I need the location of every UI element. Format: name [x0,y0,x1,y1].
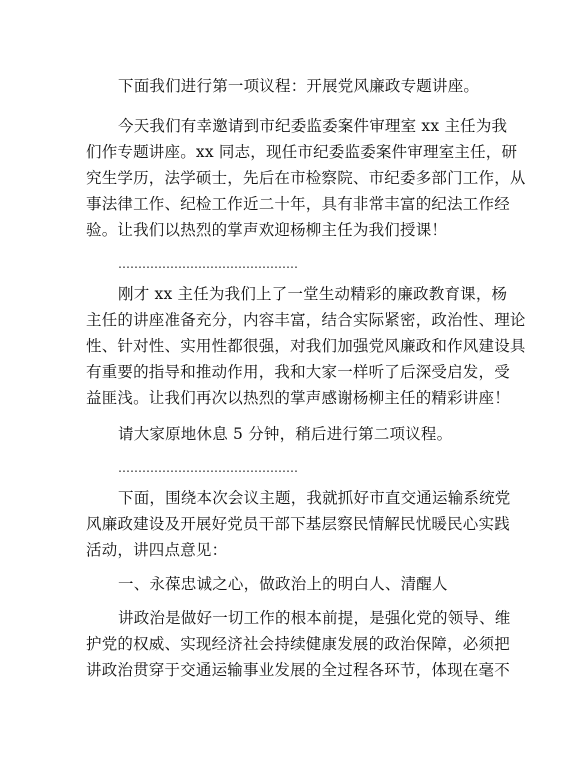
intro-line-4: 事法律工作、纪检工作近二十年，具有非常丰富的纪法工作经 [86,195,510,213]
intro-line-2: 们作专题讲座。xx 同志，现任市纪委监委案件审理室主任，研 [86,143,518,161]
intro-line-3: 究生学历，法学硕士，先后在市检察院、市纪委多部门工作，从 [86,169,526,187]
opinion-intro-line-2: 风廉政建设及开展好党员干部下基层察民情解民忧暖民心实践 [86,515,510,533]
summary-line-5: 益匪浅。让我们再次以热烈的掌声感谢杨柳主任的精彩讲座！ [86,389,510,407]
summary-line-1: 刚才 xx 主任为我们上了一堂生动精彩的廉政教育课，杨 [118,285,508,303]
separator-dots-2: ……………………………………… [118,461,298,475]
opinion-intro-line-3: 活动，讲四点意见： [86,541,228,559]
politics-line-3: 讲政治贯穿于交通运输事业发展的全过程各环节，体现在毫不 [86,661,510,679]
summary-line-4: 有重要的指导和推动作用，我和大家一样听了后深受启发，受 [86,363,510,381]
opinion-intro-line-1: 下面，围绕本次会议主题，我就抓好市直交通运输系统党 [118,489,511,507]
intro-line-1: 今天我们有幸邀请到市纪委监委案件审理室 xx 主任为我 [118,117,508,135]
politics-line-1: 讲政治是做好一切工作的根本前提，是强化党的领导、维 [118,609,511,627]
separator-dots-1: ……………………………………… [118,257,298,271]
section-heading-one: 一、永葆忠诚之心，做政治上的明白人、清醒人 [118,575,448,593]
intro-line-5: 验。让我们以热烈的掌声欢迎杨柳主任为我们授课！ [86,221,448,239]
agenda-item-one: 下面我们进行第一项议程：开展党风廉政专题讲座。 [118,77,480,95]
politics-line-2: 护党的权威、实现经济社会持续健康发展的政治保障，必须把 [86,635,510,653]
summary-line-3: 性、针对性、实用性都很强，对我们加强党风廉政和作风建设具 [86,337,526,355]
summary-line-2: 主任的讲座准备充分，内容丰富，结合实际紧密，政治性、理论 [86,311,526,329]
break-notice: 请大家原地休息 5 分钟，稍后进行第二项议程。 [118,425,453,443]
